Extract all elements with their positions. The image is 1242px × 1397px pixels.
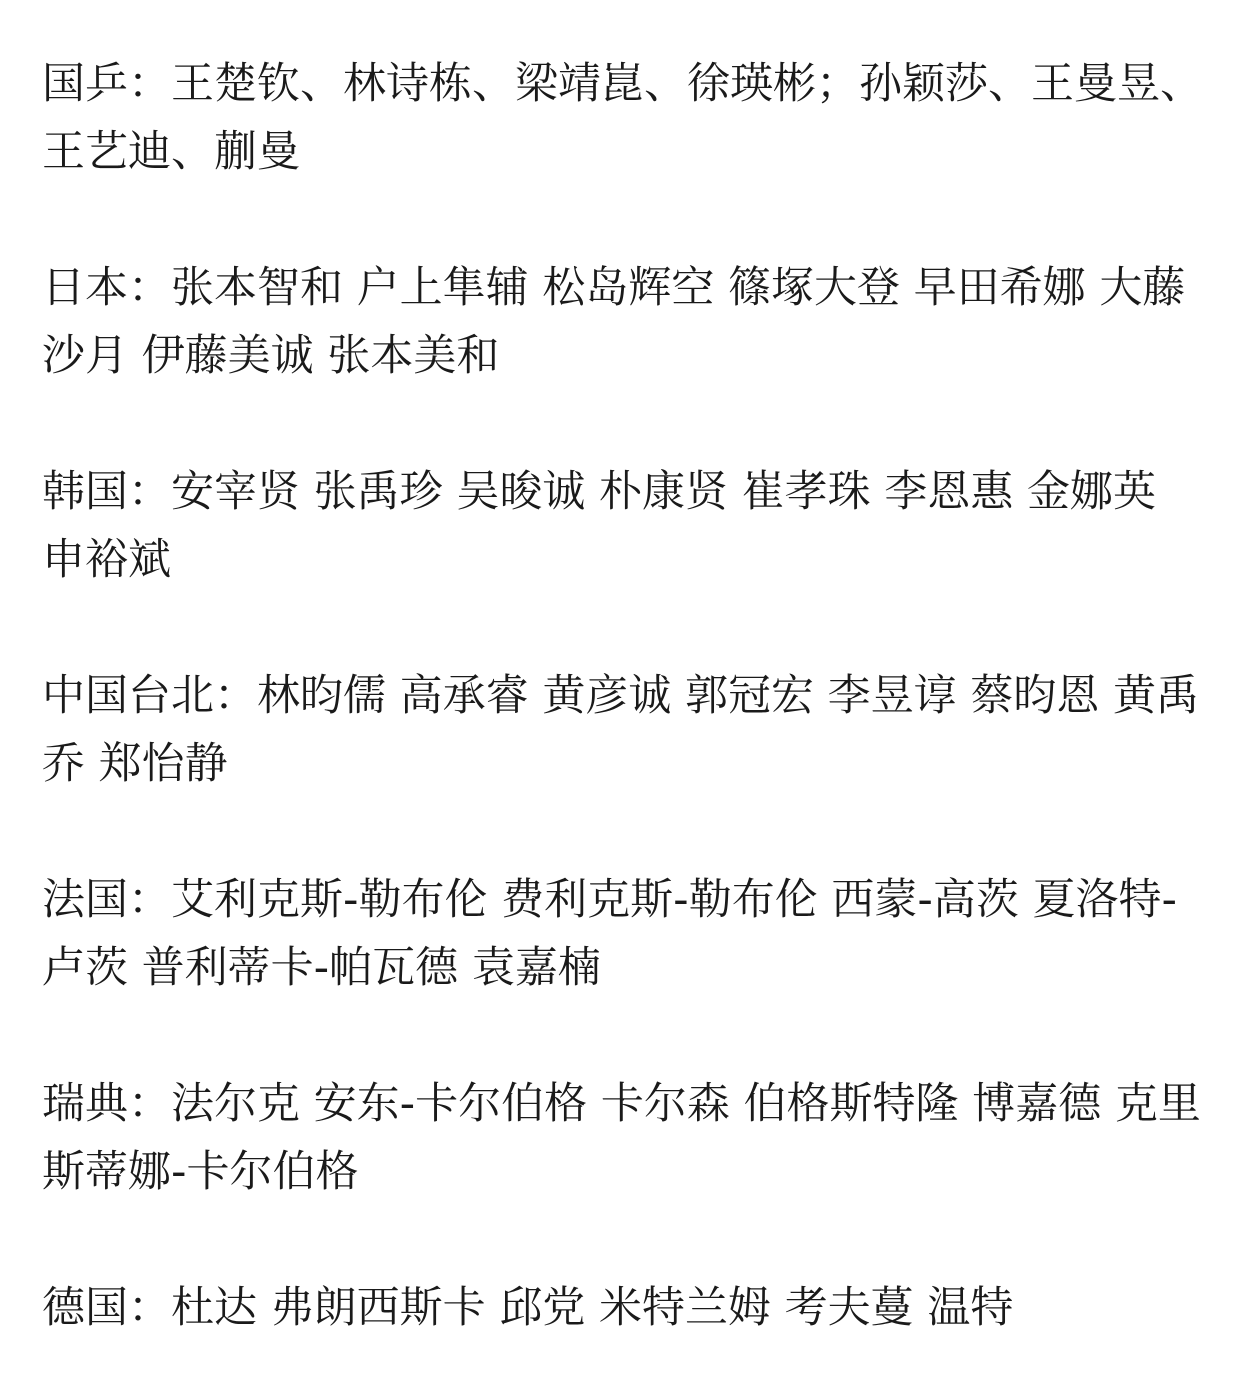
team-china-roster: 国乒：王楚钦、林诗栋、梁靖崑、徐瑛彬；孙颖莎、王曼昱、王艺迪、蒯曼 — [42, 59, 1203, 177]
team-chinese-taipei-roster: 中国台北：林昀儒 高承睿 黄彦诚 郭冠宏 李昱谆 蔡昀恩 黄禹乔 郑怡静 — [42, 671, 1200, 789]
team-france-roster: 法国：艾利克斯-勒布伦 费利克斯-勒布伦 西蒙-高茨 夏洛特-卢茨 普利蒂卡-帕瓦德 袁嘉楠 — [42, 875, 1178, 993]
team-germany-roster: 德国：杜达 弗朗西斯卡 邱党 米特兰姆 考夫蔓 温特 — [42, 1283, 1014, 1333]
team-sweden-roster: 瑞典：法尔克 安东-卡尔伯格 卡尔森 伯格斯特隆 博嘉德 克里斯蒂娜-卡尔伯格 — [42, 1079, 1201, 1197]
team-japan-roster: 日本：张本智和 户上隼辅 松岛辉空 篠塚大登 早田希娜 大藤沙月 伊藤美诚 张本美和 — [42, 263, 1186, 381]
team-korea-roster: 韩国：安宰贤 张禹珍 吴晙诚 朴康贤 崔孝珠 李恩惠 金娜英 申裕斌 — [42, 467, 1157, 585]
